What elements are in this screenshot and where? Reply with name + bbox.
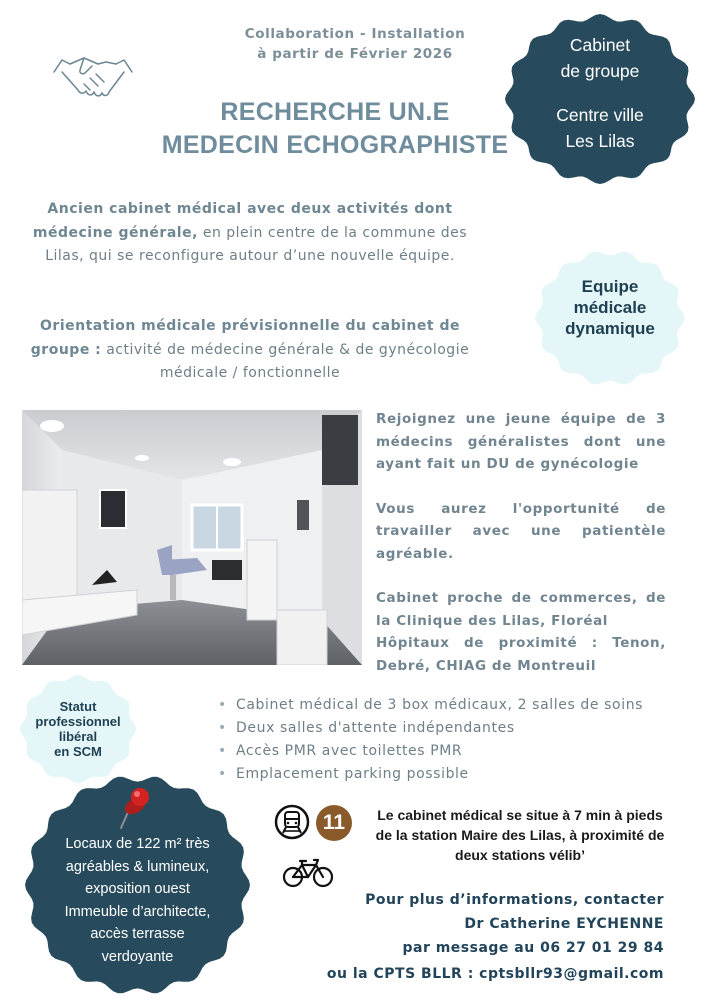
contact-email: ou la CPTS BLLR : cptsbllr93@gmail.com (326, 966, 664, 982)
statut-line-1: Statut (59, 699, 97, 714)
cabinet-room-photo (22, 410, 362, 665)
list-item: • Emplacement parking possible (218, 763, 688, 786)
equipe-badge (535, 250, 685, 386)
locaux-line-4: Immeuble d’architecte, (64, 903, 211, 920)
statut-line-2: professionnel (35, 714, 121, 729)
metro-line-badge (316, 805, 352, 841)
locaux-line-6: verdoyante (101, 948, 174, 965)
cabinet-line-2: de groupe (560, 61, 640, 81)
locaux-line-2: agréables & lumineux, (65, 858, 210, 875)
collab-line-2: à partir de Février 2026 (257, 46, 453, 62)
list-item: • Cabinet médical de 3 box médicaux, 2 salles de soins (218, 694, 688, 717)
metro-line-number: 11 (322, 811, 346, 834)
intro-2-bold: Orientation médicale prévisionnelle du cabinet de groupe : (30, 318, 460, 358)
cabinet-badge (505, 14, 695, 184)
contact-phone: par message au 06 27 01 29 84 (402, 940, 664, 956)
location-line-1: Centre ville (556, 105, 644, 125)
list-item: • Accès PMR avec toilettes PMR (218, 740, 688, 763)
equipe-line-3: dynamique (565, 319, 655, 338)
bicycle-icon (282, 856, 334, 888)
title-line-2: MEDECIN ECHOGRAPHISTE (161, 131, 509, 159)
collaboration-info (230, 24, 480, 64)
title-line-1: RECHERCHE UN.E (220, 98, 450, 126)
intro-2-rest: activité de médecine générale & de gynécologie médicale / fonctionnelle (101, 341, 470, 381)
collab-line-1: Collaboration - Installation (244, 26, 466, 42)
location-line-2: Les Lilas (565, 131, 635, 151)
contact-block (300, 888, 664, 960)
details-p3b: Hôpitaux de proximité : Tenon, Debré, CHIAG de Montreuil (376, 635, 666, 674)
intro-paragraph-2 (30, 315, 470, 386)
statut-badge (20, 675, 136, 783)
transport-info: Le cabinet médical se situe à 7 min à pieds de la station Maire des Lilas, à proximité de deux stations vélib’ (375, 807, 665, 863)
equipe-line-1: Equipe (581, 277, 639, 296)
statut-line-4: en SCM (54, 744, 102, 759)
cabinet-line-1: Cabinet (569, 35, 631, 55)
details-p3a: Cabinet proche de commerces, de la Clinique des Lilas, Floréal (376, 590, 666, 629)
equipe-line-2: médicale (573, 298, 647, 317)
statut-line-3: libéral (58, 729, 98, 744)
contact-line-1: Pour plus d’informations, contacter (365, 892, 664, 908)
handshake-icon (50, 42, 136, 114)
pushpin-icon (115, 786, 155, 832)
features-list (218, 694, 688, 786)
locaux-line-5: accès terrasse (90, 926, 185, 942)
details-p2: Vous aurez l'opportunité de travailler avec une patientèle agréable. (376, 500, 666, 562)
details-p1: Rejoignez une jeune équipe de 3 médecins généralistes dont une ayant fait un DU de gynécologie (376, 411, 666, 472)
details-text (376, 408, 666, 677)
intro-1-rest: en plein centre de la commune des Lilas, qui se reconfigure autour d’une nouvelle équipe. (45, 224, 468, 264)
page-title (150, 96, 520, 162)
list-item: • Deux salles d'attente indépendantes (218, 717, 688, 740)
metro-icon (274, 804, 310, 840)
intro-1-bold: Ancien cabinet médical avec deux activités dont médecine générale, (32, 201, 453, 241)
contact-name: Dr Catherine EYCHENNE (464, 916, 664, 932)
locaux-line-3: exposition ouest (85, 881, 190, 897)
locaux-line-1: Locaux de 122 m² très (65, 836, 210, 852)
intro-paragraph-1 (30, 198, 470, 269)
